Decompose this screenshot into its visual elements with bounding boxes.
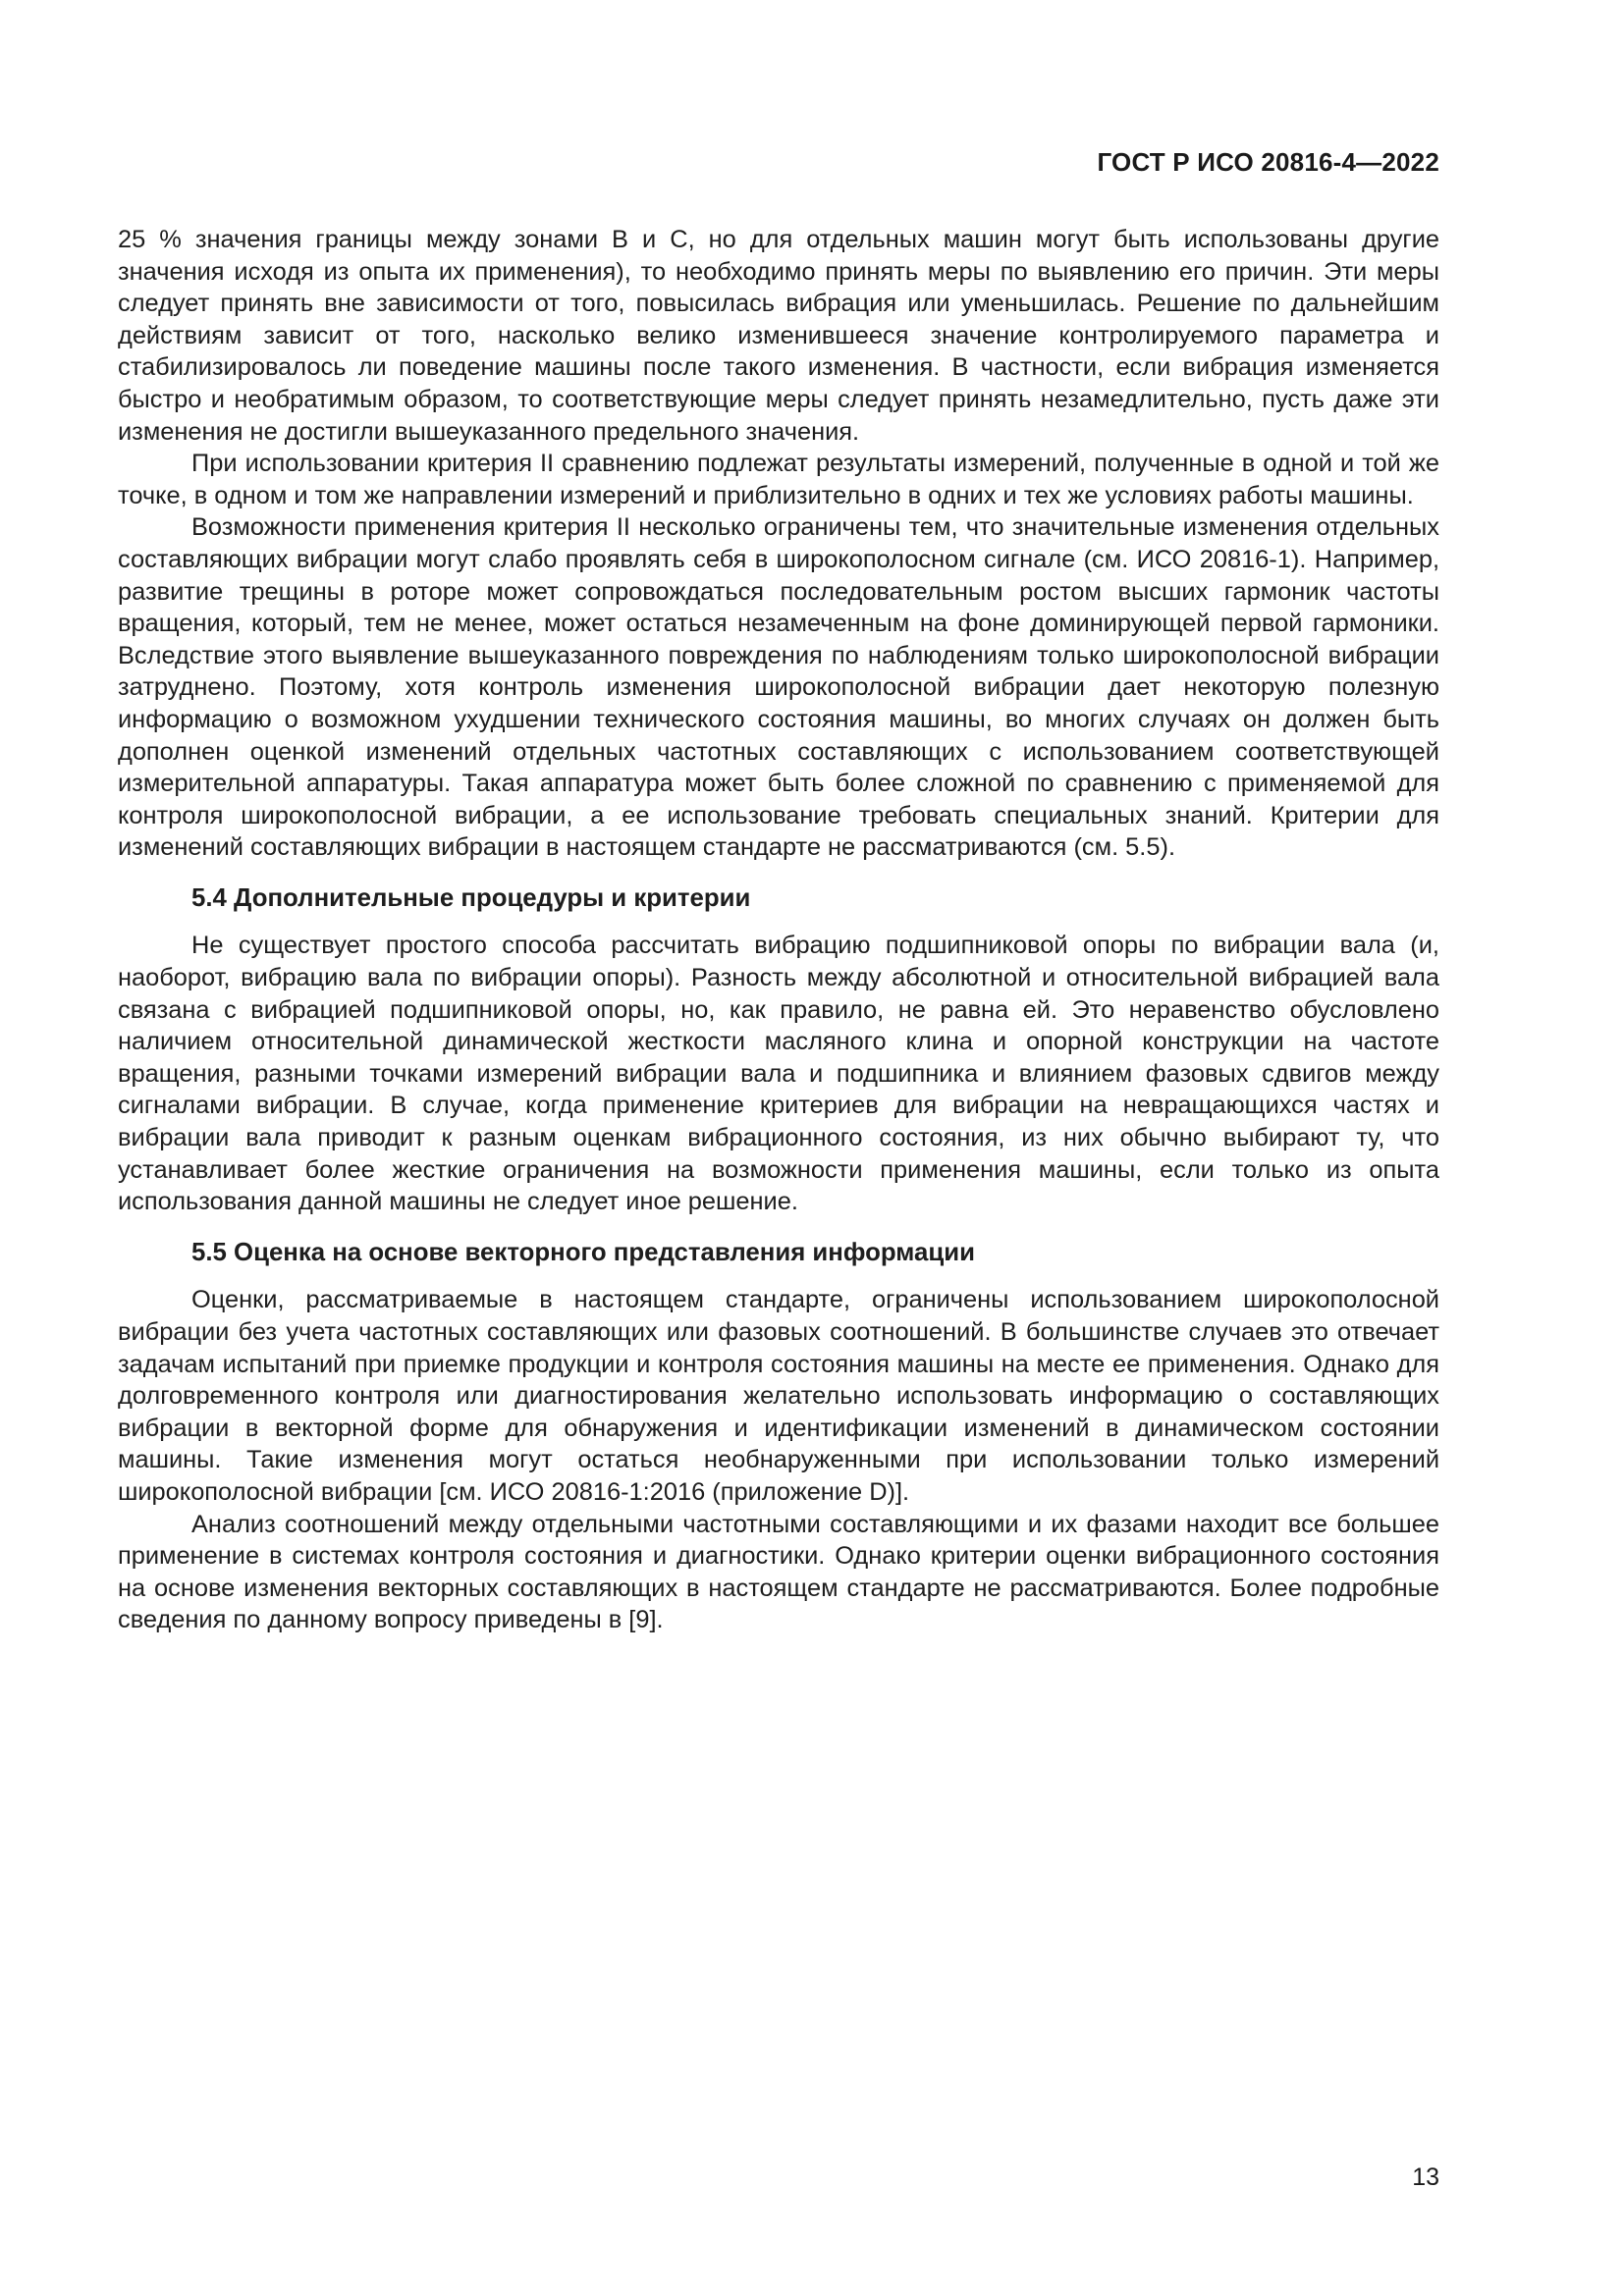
document-body bbox=[118, 224, 1439, 1636]
body-paragraph: 25 % значения границы между зонами B и C, но для отдельных машин могут быть использованы другие значения исходя из опыта их применения), то необходимо принять меры по выявлению его причин. Эти меры следует принять вне зависимости от того, повысилась вибрация или уменьшилась. Решение по дальнейшим действиям зависит от того, насколько велико изменившееся значение контролируемого параметра и стабилизировалось ли поведение машины после такого изменения. В частности, если вибрация изменяется быстро и необратимым образом, то соответствующие меры следует принять незамедлительно, пусть даже эти изменения не достигли вышеуказанного предельного значения. bbox=[118, 226, 1439, 446]
document-header-id: ГОСТ Р ИСО 20816-4—2022 bbox=[1097, 147, 1439, 177]
body-paragraph: Не существует простого способа рассчитать вибрацию подшипниковой опоры по вибрации вала (и, наоборот, вибрацию вала по вибрации опоры). Разность между абсолютной и относительной вибрацией вала связана с вибрацией подшипниковой опоры, но, как правило, не равна ей. Это неравенство обусловлено наличием относительной динамической жесткости масляного клина и опорной конструкции на частоте вращения, разными точками измерений вибрации вала и подшипника и влиянием фазовых сдвигов между сигналами вибрации. В случае, когда применение критериев для вибрации на невращающихся частях и вибрации вала приводит к разным оценкам вибрационного состояния, из них обычно выбирают ту, что устанавливает более жесткие ограничения на возможности применения машины, если только из опыта использования данной машины не следует иное решение. bbox=[118, 932, 1439, 1216]
section-heading-5-4: 5.4 Дополнительные процедуры и критерии bbox=[191, 883, 751, 912]
section-heading-5-5: 5.5 Оценка на основе векторного представления информации bbox=[191, 1238, 975, 1266]
body-paragraph: При использовании критерия II сравнению подлежат результаты измерений, полученные в одной и той же точке, в одном и том же направлении измерений и приблизительно в одних и тех же условиях работы машины. bbox=[118, 450, 1439, 509]
page-number: 13 bbox=[1412, 2163, 1439, 2191]
body-paragraph: Анализ соотношений между отдельными частотными составляющими и их фазами находит все большее применение в системах контроля состояния и диагностики. Однако критерии оценки вибрационного состояния на основе изменения векторных составляющих в настоящем стандарте не рассматриваются. Более подробные сведения по данному вопросу приведены в [9]. bbox=[118, 1510, 1439, 1634]
body-paragraph: Оценки, рассматриваемые в настоящем стандарте, ограничены использованием широкополосной вибрации без учета частотных составляющих или фазовых соотношений. В большинстве случаев это отвечает задачам испытаний при приемке продукции и контроля состояния машины на месте ее применения. Однако для долговременного контроля или диагностирования желательно использовать информацию о составляющих вибрации в векторной форме для обнаружения и идентификации изменений в динамическом состоянии машины. Такие изменения могут остаться необнаруженными при использовании только измерений широкополосной вибрации [см. ИСО 20816-1:2016 (приложение D)]. bbox=[118, 1286, 1439, 1506]
body-paragraph: Возможности применения критерия II несколько ограничены тем, что значительные изменения отдельных составляющих вибрации могут слабо проявлять себя в широкополосном сигнале (см. ИСО 20816-1). Например, развитие трещины в роторе может сопровождаться последовательным ростом высших гармоник частоты вращения, который, тем не менее, может остаться незамеченным на фоне доминирующей первой гармоники. Вследствие этого выявление вышеуказанного повреждения по наблюдениям только широкополосной вибрации затруднено. Поэтому, хотя контроль изменения широкополосной вибрации дает некоторую полезную информацию о возможном ухудшении технического состояния машины, во многих случаях он должен быть дополнен оценкой изменений отдельных частотных составляющих с использованием соответствующей измерительной аппаратуры. Такая аппаратура может быть более сложной по сравнению с применяемой для контроля широкополосной вибрации, а ее использование требовать специальных знаний. Критерии для изменений составляющих вибрации в настоящем стандарте не рассматриваются (см. 5.5). bbox=[118, 513, 1439, 862]
